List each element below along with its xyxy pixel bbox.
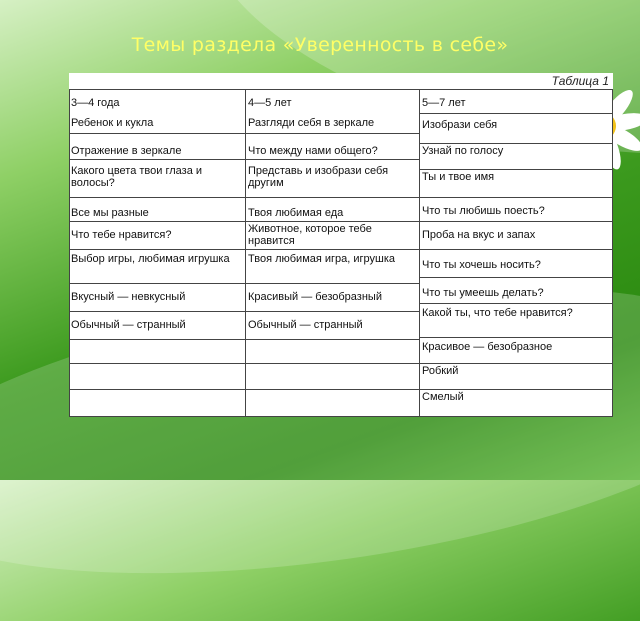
col2-item: Животное, которое тебе нравится (248, 223, 372, 247)
col1-item: Все мы разные (71, 207, 149, 219)
col3-item: Робкий (422, 365, 459, 377)
col2-item: Твоя любимая игра, игрушка (248, 253, 396, 265)
col2-item: Что между нами общего? (248, 145, 378, 157)
col2-item: Обычный — странный (248, 319, 363, 331)
col3-item: Смелый (422, 391, 464, 403)
col3-item: Ты и твое имя (422, 171, 495, 183)
col1-header: 3—4 года (71, 97, 120, 109)
col1-item: Что тебе нравится? (71, 229, 172, 241)
col3-item: Изобрази себя (422, 119, 498, 131)
col1-item: Какого цвета твои глаза и волосы? (71, 165, 203, 189)
col3-item: Узнай по голосу (422, 145, 504, 157)
col3-header: 5—7 лет (422, 97, 466, 109)
col2-item: Разгляди себя в зеркале (248, 117, 375, 129)
col3-item: Какой ты, что тебе нравится? (422, 307, 573, 319)
col2-item: Красивый — безобразный (248, 291, 382, 303)
col3-item: Что ты любишь поесть? (422, 205, 545, 217)
topics-table (69, 73, 613, 417)
col1-item: Вкусный — невкусный (71, 291, 186, 303)
col1-item: Ребенок и кукла (71, 117, 154, 129)
col2-header: 4—5 лет (248, 97, 292, 109)
col3-item: Проба на вкус и запах (422, 229, 536, 241)
col3-item: Красивое — безобразное (422, 341, 553, 353)
col2-item: Представь и изобрази себя другим (248, 165, 389, 189)
col1-item: Отражение в зеркале (71, 145, 182, 157)
col1-item: Выбор игры, любимая игрушка (71, 253, 230, 265)
col1-item: Обычный — странный (71, 319, 186, 331)
col3-item: Что ты умеешь делать? (422, 287, 544, 299)
slide-title: Темы раздела «Уверенность в себе» (131, 34, 509, 56)
col3-item: Что ты хочешь носить? (422, 259, 541, 271)
col2-item: Твоя любимая еда (248, 207, 344, 219)
table-caption: Таблица 1 (551, 74, 609, 88)
